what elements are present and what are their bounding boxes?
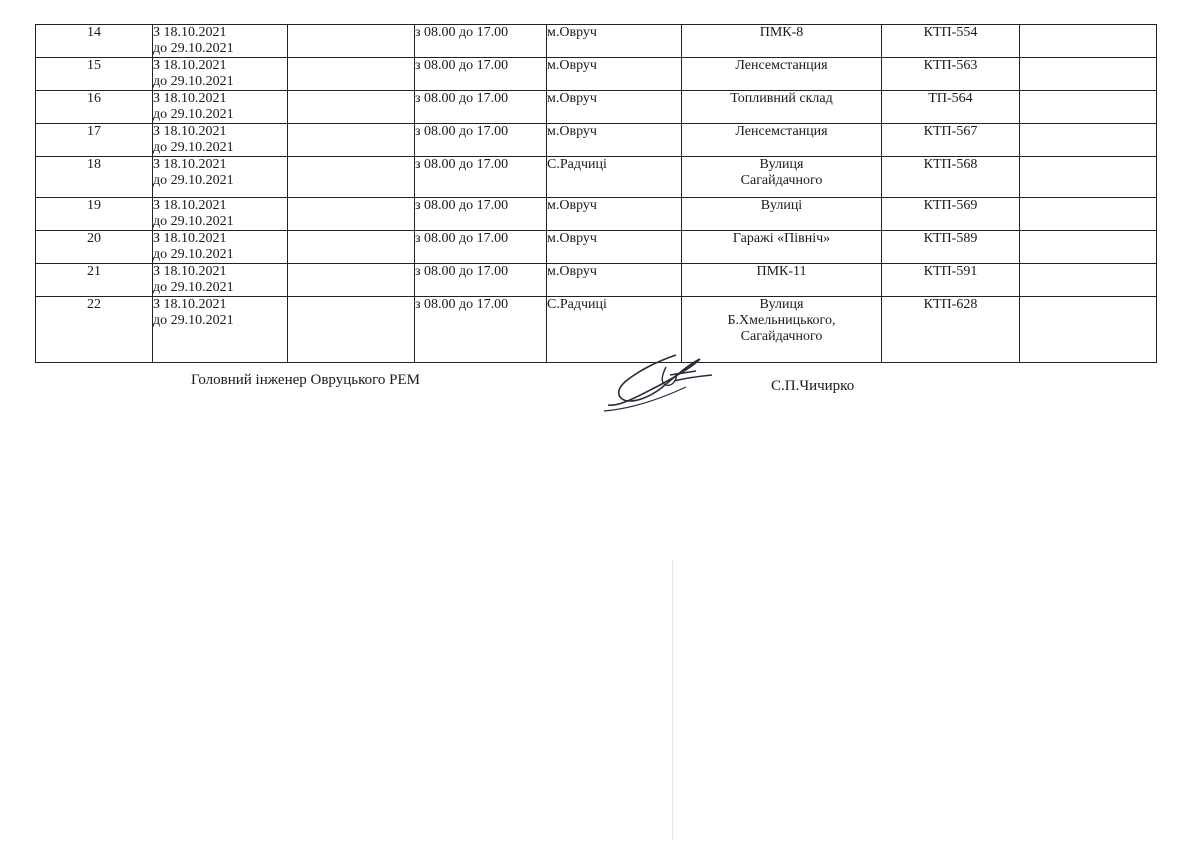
hours-cell: з 08.00 до 17.00 [415, 297, 547, 363]
date-to: до 29.10.2021 [153, 247, 234, 262]
table-row [36, 91, 1157, 124]
object-line: Ленсемстанция [735, 58, 828, 73]
table-body [36, 25, 1157, 363]
substation-cell: КТП-568 [882, 157, 1020, 198]
row-number-cell: 22 [36, 297, 153, 363]
object-line: Топливний склад [730, 91, 833, 106]
empty-cell [1020, 91, 1157, 124]
empty-cell [1020, 297, 1157, 363]
date-to: до 29.10.2021 [153, 280, 234, 295]
date-from: З 18.10.2021 [153, 25, 227, 40]
scan-artifact [672, 560, 673, 840]
row-number-cell: 14 [36, 25, 153, 58]
date-to: до 29.10.2021 [153, 107, 234, 122]
hours-cell: з 08.00 до 17.00 [415, 157, 547, 198]
empty-cell [288, 297, 415, 363]
date-from: З 18.10.2021 [153, 157, 227, 172]
footer-position: Головний інженер Овруцького РЕМ [191, 372, 420, 388]
hours-cell: з 08.00 до 17.00 [415, 58, 547, 91]
place-cell: С.Радчиці [547, 157, 682, 198]
row-number-cell: 21 [36, 264, 153, 297]
object-cell [682, 198, 882, 231]
object-line: ПМК-8 [759, 25, 804, 40]
object-cell [682, 58, 882, 91]
object-line: Сагайдачного [740, 173, 823, 188]
empty-cell [288, 157, 415, 198]
empty-cell [288, 264, 415, 297]
date-from: З 18.10.2021 [153, 297, 227, 312]
place-cell: м.Овруч [547, 198, 682, 231]
date-from: З 18.10.2021 [153, 91, 227, 106]
place-cell: С.Радчиці [547, 297, 682, 363]
object-cell [682, 91, 882, 124]
date-from: З 18.10.2021 [153, 264, 227, 279]
object-cell [682, 231, 882, 264]
hours-cell: з 08.00 до 17.00 [415, 264, 547, 297]
date-to: до 29.10.2021 [153, 313, 234, 328]
substation-cell: КТП-569 [882, 198, 1020, 231]
row-number-cell: 15 [36, 58, 153, 91]
empty-cell [288, 25, 415, 58]
table-row [36, 297, 1157, 363]
date-to: до 29.10.2021 [153, 74, 234, 89]
object-line: Вулиця [759, 157, 804, 172]
row-number-cell: 19 [36, 198, 153, 231]
object-cell [682, 25, 882, 58]
object-line: Гаражі «Північ» [732, 231, 831, 246]
empty-cell [1020, 264, 1157, 297]
date-from: З 18.10.2021 [153, 124, 227, 139]
empty-cell [288, 58, 415, 91]
empty-cell [288, 91, 415, 124]
footer-name: С.П.Чичирко [771, 378, 855, 394]
substation-cell: КТП-554 [882, 25, 1020, 58]
table-row [36, 264, 1157, 297]
place-cell: м.Овруч [547, 91, 682, 124]
table-row [36, 231, 1157, 264]
object-cell [682, 157, 882, 198]
object-cell [682, 264, 882, 297]
date-range-cell [153, 58, 288, 91]
empty-cell [1020, 58, 1157, 91]
row-number-cell: 16 [36, 91, 153, 124]
date-range-cell [153, 91, 288, 124]
date-range-cell [153, 198, 288, 231]
object-cell [682, 124, 882, 157]
date-range-cell [153, 231, 288, 264]
row-number-cell: 20 [36, 231, 153, 264]
hours-cell: з 08.00 до 17.00 [415, 124, 547, 157]
schedule-table [35, 24, 1157, 363]
date-to: до 29.10.2021 [153, 173, 234, 188]
date-to: до 29.10.2021 [153, 41, 234, 56]
substation-cell: КТП-591 [882, 264, 1020, 297]
date-from: З 18.10.2021 [153, 58, 227, 73]
empty-cell [288, 198, 415, 231]
object-line: Ленсемстанция [735, 124, 828, 139]
signature-image [600, 345, 720, 415]
table-row [36, 58, 1157, 91]
row-number-cell: 18 [36, 157, 153, 198]
date-to: до 29.10.2021 [153, 214, 234, 229]
empty-cell [1020, 25, 1157, 58]
table-row [36, 198, 1157, 231]
empty-cell [288, 124, 415, 157]
substation-cell: КТП-567 [882, 124, 1020, 157]
date-range-cell [153, 157, 288, 198]
empty-cell [1020, 198, 1157, 231]
object-line: Б.Хмельницького, [727, 313, 836, 328]
hours-cell: з 08.00 до 17.00 [415, 91, 547, 124]
date-range-cell [153, 124, 288, 157]
object-line: ПМК-11 [756, 264, 807, 279]
object-line: Вулиця [759, 297, 804, 312]
table-row [36, 25, 1157, 58]
date-from: З 18.10.2021 [153, 198, 227, 213]
substation-cell: КТП-628 [882, 297, 1020, 363]
place-cell: м.Овруч [547, 231, 682, 264]
substation-cell: КТП-563 [882, 58, 1020, 91]
empty-cell [1020, 231, 1157, 264]
object-line: Вулиці [760, 198, 803, 213]
table-row [36, 124, 1157, 157]
empty-cell [288, 231, 415, 264]
date-from: З 18.10.2021 [153, 231, 227, 246]
place-cell: м.Овруч [547, 264, 682, 297]
place-cell: м.Овруч [547, 124, 682, 157]
date-range-cell [153, 264, 288, 297]
empty-cell [1020, 124, 1157, 157]
place-cell: м.Овруч [547, 58, 682, 91]
hours-cell: з 08.00 до 17.00 [415, 198, 547, 231]
place-cell: м.Овруч [547, 25, 682, 58]
empty-cell [1020, 157, 1157, 198]
hours-cell: з 08.00 до 17.00 [415, 25, 547, 58]
date-range-cell [153, 25, 288, 58]
date-to: до 29.10.2021 [153, 140, 234, 155]
substation-cell: КТП-589 [882, 231, 1020, 264]
row-number-cell: 17 [36, 124, 153, 157]
hours-cell: з 08.00 до 17.00 [415, 231, 547, 264]
table-row [36, 157, 1157, 198]
substation-cell: ТП-564 [882, 91, 1020, 124]
object-line: Сагайдачного [740, 329, 823, 344]
date-range-cell [153, 297, 288, 363]
